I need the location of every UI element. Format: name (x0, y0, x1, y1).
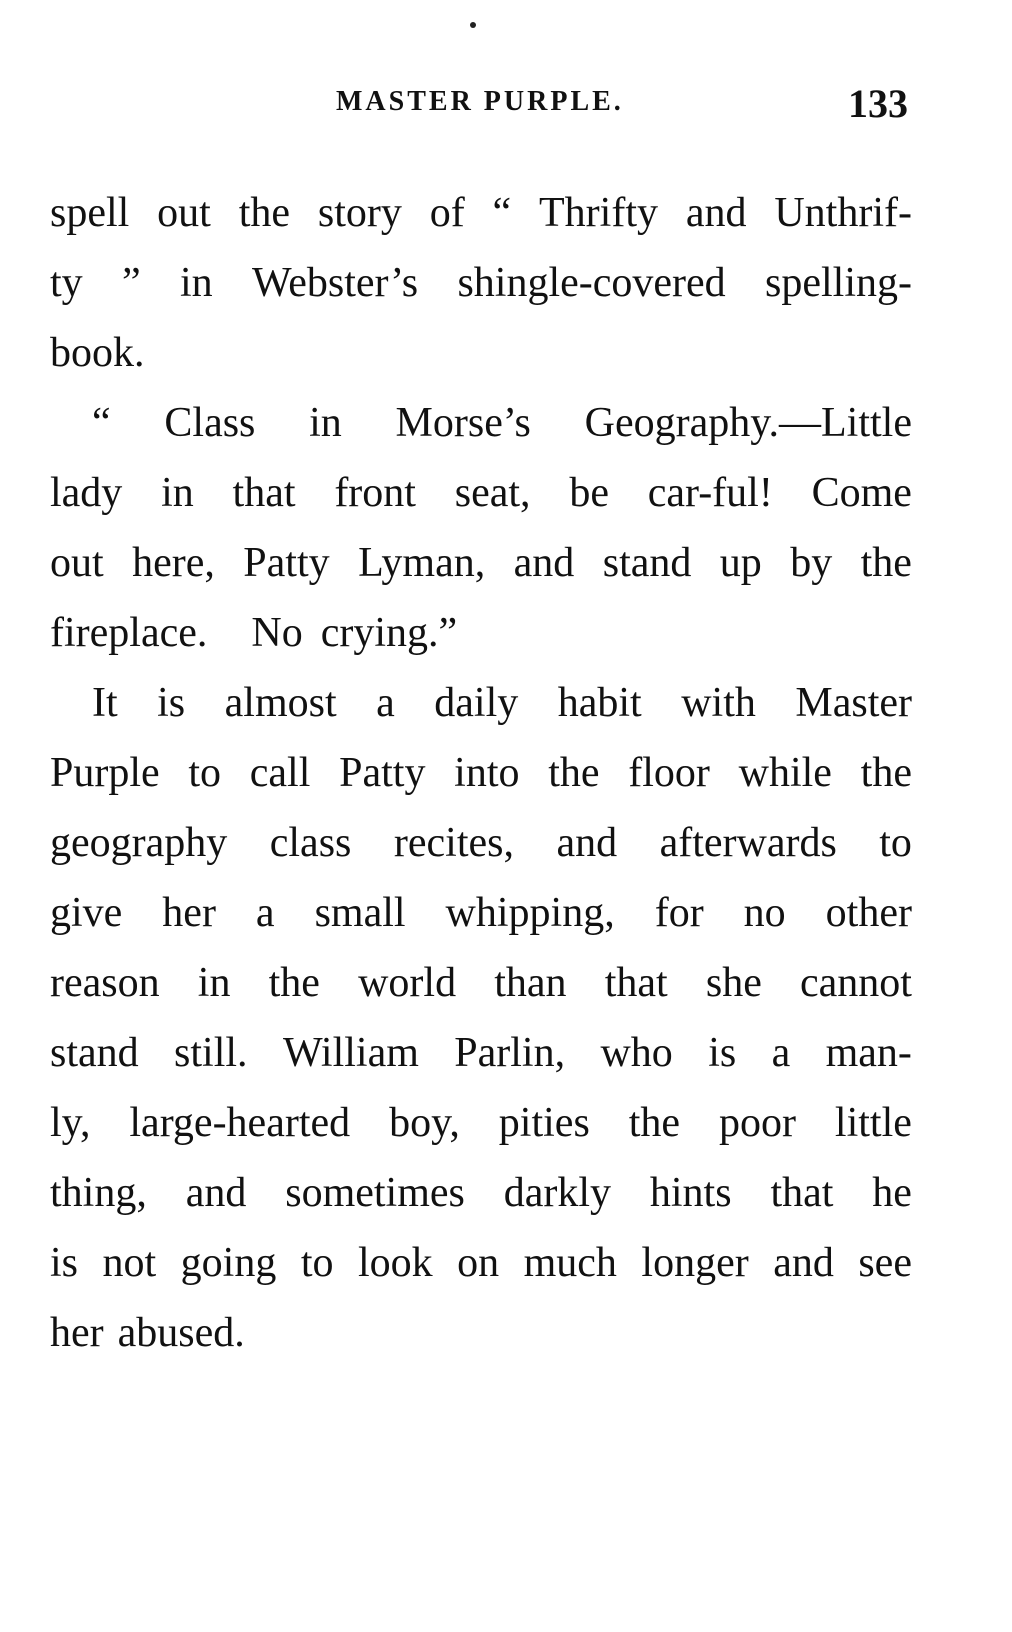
word: look (357, 1240, 433, 1286)
word: that (604, 960, 668, 1006)
word: stand (602, 540, 692, 586)
word: he (872, 1170, 912, 1216)
word: cannot (800, 960, 912, 1006)
word: class (269, 820, 352, 866)
word: into (454, 750, 520, 796)
word: the (628, 1100, 681, 1146)
word: thing, (50, 1170, 147, 1216)
word: the (268, 960, 320, 1006)
word: not (102, 1240, 157, 1286)
word: longer (641, 1240, 749, 1286)
text-line-6 (50, 528, 912, 598)
word: spell (50, 190, 130, 236)
text-line-4 (50, 388, 912, 458)
text-line-12 (50, 948, 912, 1018)
word: the (238, 190, 290, 236)
word: a (376, 680, 395, 726)
word: crying.” (320, 610, 458, 656)
text-line-15 (50, 1158, 912, 1228)
word: abused. (117, 1310, 245, 1356)
word: front (334, 470, 416, 516)
word: see (858, 1240, 912, 1286)
word: and (185, 1170, 247, 1216)
word: call (249, 750, 311, 796)
word: than (494, 960, 567, 1006)
word: Come (811, 470, 912, 516)
word: to (188, 750, 222, 796)
word: her (162, 890, 216, 936)
word: is (50, 1240, 79, 1286)
word: darkly (503, 1170, 612, 1216)
text-line-2 (50, 248, 912, 318)
running-title: MASTER PURPLE. (336, 86, 624, 117)
word: the (548, 750, 600, 796)
word: “ (92, 400, 111, 446)
word: Purple (50, 750, 160, 796)
word: Thrifty (539, 190, 658, 236)
word: habit (557, 680, 642, 726)
word: fireplace. (50, 610, 208, 656)
word: almost (224, 680, 337, 726)
word: Class (164, 400, 256, 446)
word: boy, (389, 1100, 460, 1146)
word: ty (50, 260, 83, 306)
text-line-9 (50, 738, 912, 808)
word: going (180, 1240, 277, 1286)
word: pities (498, 1100, 590, 1146)
word: a (255, 890, 275, 936)
text-line-3 (50, 318, 912, 388)
word: and (556, 820, 618, 866)
word: much (523, 1240, 617, 1286)
word: the (860, 540, 912, 586)
word: with (681, 680, 756, 726)
word: up (719, 540, 762, 586)
word: spelling- (765, 260, 912, 306)
word: here, (132, 540, 215, 586)
text-line-13 (50, 1018, 912, 1088)
ink-dot (470, 22, 476, 28)
word: daily (434, 680, 519, 726)
word: and (685, 190, 747, 236)
word: It (92, 680, 118, 726)
word: no (743, 890, 786, 936)
word: other (825, 890, 912, 936)
word: large-hearted (129, 1100, 351, 1146)
word: Unthrif- (774, 190, 912, 236)
word: the (860, 750, 912, 796)
text-line-1 (50, 178, 912, 248)
word: that (770, 1170, 834, 1216)
word: floor (628, 750, 710, 796)
word: for (654, 890, 704, 936)
word: and (513, 540, 575, 586)
word: that (232, 470, 296, 516)
word: still. (174, 1030, 248, 1076)
word: poor (718, 1100, 796, 1146)
text-line-10 (50, 808, 912, 878)
word: who (600, 1030, 673, 1076)
word: out (157, 190, 211, 236)
word: out (50, 540, 104, 586)
word: give (50, 890, 123, 936)
word: “ (492, 190, 512, 236)
word: Patty (243, 540, 330, 586)
running-head (0, 80, 1012, 124)
word: recites, (393, 820, 514, 866)
word: hints (649, 1170, 732, 1216)
word: in (161, 470, 194, 516)
word: Webster’s (251, 260, 419, 306)
word: lady (50, 470, 123, 516)
word: afterwards (659, 820, 837, 866)
text-line-7 (50, 598, 912, 668)
text-line-8 (50, 668, 912, 738)
word: she (705, 960, 762, 1006)
body-text (50, 178, 912, 1368)
word: ” (122, 260, 141, 306)
word: to (879, 820, 912, 866)
word: and (773, 1240, 834, 1286)
text-line-17 (50, 1298, 912, 1368)
word: small (314, 890, 406, 936)
word: Master (795, 680, 912, 726)
word: car-ful! (647, 470, 773, 516)
word: book. (50, 330, 145, 376)
word: Geography.—Little (584, 400, 912, 446)
word: No (251, 610, 303, 656)
word: Parlin, (454, 1030, 566, 1076)
word: seat, (454, 470, 531, 516)
word: in (309, 400, 342, 446)
word: ly, (50, 1100, 91, 1146)
word: be (569, 470, 609, 516)
word: sometimes (285, 1170, 465, 1216)
word: her (50, 1310, 104, 1356)
word: to (300, 1240, 334, 1286)
word: in (197, 960, 231, 1006)
word: by (790, 540, 833, 586)
text-line-16 (50, 1228, 912, 1298)
word: is (708, 1030, 737, 1076)
text-line-5 (50, 458, 912, 528)
page-number: 133 (848, 81, 908, 126)
word: Lyman, (358, 540, 486, 586)
word: reason (50, 960, 160, 1006)
word: stand (50, 1030, 139, 1076)
word: is (157, 680, 186, 726)
word: man- (825, 1030, 912, 1076)
word: of (429, 190, 465, 236)
word: story (317, 190, 402, 236)
word: whipping, (445, 890, 615, 936)
text-line-11 (50, 878, 912, 948)
word: shingle-covered (457, 260, 726, 306)
word: little (834, 1100, 912, 1146)
word: Morse’s (395, 400, 531, 446)
word: in (179, 260, 213, 306)
word: world (358, 960, 457, 1006)
word: Patty (339, 750, 426, 796)
text-line-14 (50, 1088, 912, 1158)
word: on (457, 1240, 500, 1286)
word: while (738, 750, 832, 796)
word: geography (50, 820, 228, 866)
word: William (282, 1030, 419, 1076)
word: a (771, 1030, 791, 1076)
